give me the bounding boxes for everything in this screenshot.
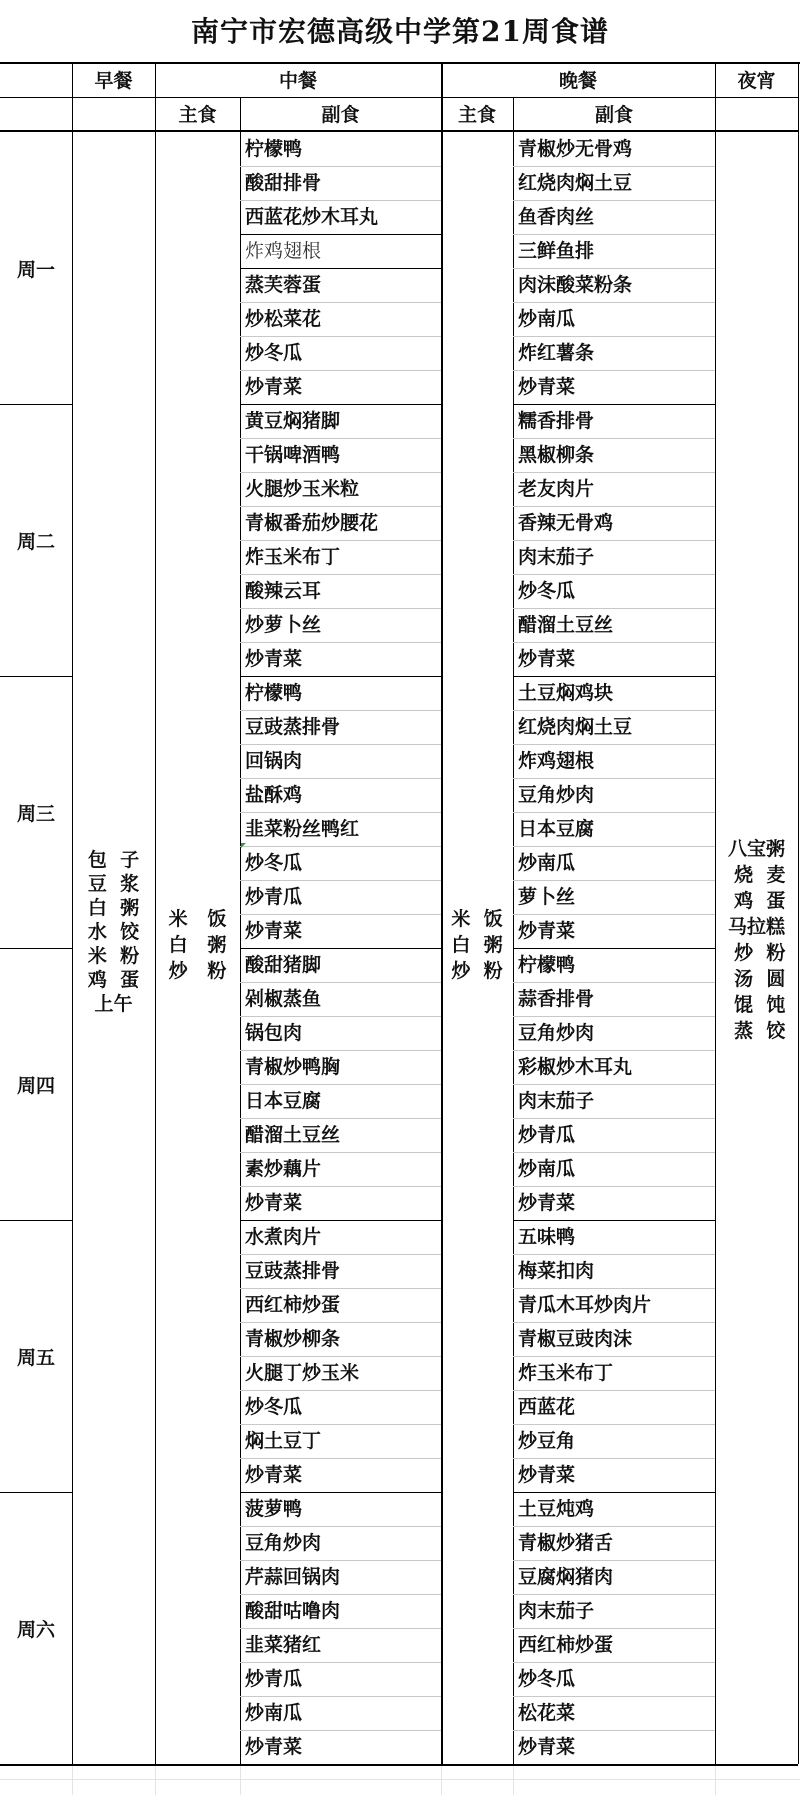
row-line bbox=[240, 982, 441, 983]
dinner-dish: 肉末茄子 bbox=[518, 1600, 595, 1622]
row-line bbox=[513, 880, 715, 881]
row-line bbox=[240, 1254, 441, 1255]
row-line bbox=[240, 1526, 441, 1527]
dinner-dish: 炸鸡翅根 bbox=[518, 750, 595, 772]
dinner-dish: 糯香排骨 bbox=[518, 410, 595, 432]
row-line bbox=[240, 744, 441, 745]
dinner-dish: 豆角炒肉 bbox=[518, 784, 595, 806]
cell-comment-marker bbox=[241, 843, 246, 848]
row-line bbox=[513, 710, 715, 711]
empty-grid-line bbox=[0, 1779, 800, 1780]
row-line bbox=[513, 1186, 715, 1187]
row-line bbox=[513, 982, 715, 983]
row-line bbox=[240, 234, 441, 235]
lunch-dish: 炸玉米布丁 bbox=[245, 546, 341, 568]
column-line-night bbox=[715, 62, 716, 1764]
lunch-dish: 锅包肉 bbox=[245, 1022, 303, 1044]
dinner-dish: 炒南瓜 bbox=[518, 852, 576, 874]
lunch-dish: 炒青菜 bbox=[245, 920, 303, 942]
lunch-dish: 韭菜粉丝鸭红 bbox=[245, 818, 360, 840]
lunch-dish: 豆豉蒸排骨 bbox=[245, 1260, 341, 1282]
dinner-dish: 香辣无骨鸡 bbox=[518, 512, 614, 534]
dinner-dish: 彩椒炒木耳丸 bbox=[518, 1056, 633, 1078]
lunch-dish: 炒冬瓜 bbox=[245, 1396, 303, 1418]
empty-grid-line bbox=[240, 1766, 241, 1795]
lunch-dish: 酸甜排骨 bbox=[245, 172, 322, 194]
dinner-dish: 梅菜扣肉 bbox=[518, 1260, 595, 1282]
lunch-staple-items: 米 饭 白 粥 炒 粉 bbox=[168, 908, 227, 982]
row-line bbox=[513, 914, 715, 915]
row-line bbox=[513, 1288, 715, 1289]
subheader-lunch-side: 副食 bbox=[321, 104, 360, 126]
row-line bbox=[240, 1016, 441, 1017]
dinner-dish: 蒜香排骨 bbox=[518, 988, 595, 1010]
row-line bbox=[240, 438, 441, 439]
dinner-dish: 青椒豆豉肉沫 bbox=[518, 1328, 633, 1350]
day-label: 周四 bbox=[16, 1074, 55, 1097]
header-night-snack: 夜宵 bbox=[737, 70, 776, 92]
row-line bbox=[240, 1594, 441, 1595]
empty-grid-line bbox=[513, 1766, 514, 1795]
lunch-dish: 日本豆腐 bbox=[245, 1090, 322, 1112]
header-dinner: 晚餐 bbox=[558, 70, 597, 92]
dinner-dish: 炒南瓜 bbox=[518, 1158, 576, 1180]
row-line bbox=[240, 370, 441, 371]
subheader-dinner-side: 副食 bbox=[594, 104, 633, 126]
lunch-dish: 剁椒蒸鱼 bbox=[245, 988, 322, 1010]
lunch-dish: 炒青瓜 bbox=[245, 886, 303, 908]
row-line bbox=[240, 1356, 441, 1357]
row-line bbox=[513, 1424, 715, 1425]
row-line bbox=[513, 438, 715, 439]
row-line bbox=[513, 268, 715, 269]
row-line bbox=[240, 1186, 441, 1187]
column-line-lunch bbox=[155, 62, 156, 1764]
row-line bbox=[240, 608, 441, 609]
row-line bbox=[513, 744, 715, 745]
lunch-dish: 醋溜土豆丝 bbox=[245, 1124, 341, 1146]
day-label: 周三 bbox=[16, 802, 55, 825]
lunch-dish: 炒青瓜 bbox=[245, 1668, 303, 1690]
row-line bbox=[513, 1662, 715, 1663]
dinner-dish: 炒青菜 bbox=[518, 920, 576, 942]
row-line bbox=[240, 540, 441, 541]
row-line bbox=[513, 1118, 715, 1119]
row-line bbox=[513, 778, 715, 779]
dinner-dish: 日本豆腐 bbox=[518, 818, 595, 840]
row-line bbox=[240, 1118, 441, 1119]
row-line bbox=[513, 812, 715, 813]
empty-grid-line bbox=[441, 1766, 442, 1795]
dinner-dish: 黑椒柳条 bbox=[518, 444, 595, 466]
day-label: 周五 bbox=[16, 1346, 55, 1369]
dinner-dish: 松花菜 bbox=[518, 1702, 576, 1724]
dinner-dish: 炒豆角 bbox=[518, 1430, 576, 1452]
column-line-right bbox=[798, 62, 799, 1764]
row-line bbox=[513, 642, 715, 643]
header-breakfast: 早餐 bbox=[94, 70, 133, 92]
row-line bbox=[240, 914, 441, 915]
lunch-dish: 炒冬瓜 bbox=[245, 852, 303, 874]
dinner-dish: 青瓜木耳炒肉片 bbox=[518, 1294, 652, 1316]
row-line bbox=[513, 370, 715, 371]
row-line bbox=[513, 1152, 715, 1153]
dinner-dish: 萝卜丝 bbox=[518, 886, 576, 908]
dinner-dish: 炸红薯条 bbox=[518, 342, 595, 364]
dinner-dish: 青椒炒无骨鸡 bbox=[518, 138, 633, 160]
table-bottom-line bbox=[0, 1764, 798, 1766]
breakfast-items: 包 子 豆 浆 白 粥 水 饺 米 粉 鸡 蛋 上午 bbox=[87, 849, 140, 1015]
lunch-dish: 豆豉蒸排骨 bbox=[245, 716, 341, 738]
dinner-dish: 炒青菜 bbox=[518, 1464, 576, 1486]
lunch-dish: 炒青菜 bbox=[245, 376, 303, 398]
row-line bbox=[240, 1662, 441, 1663]
row-line bbox=[513, 608, 715, 609]
column-line-dinner-side bbox=[513, 97, 514, 1764]
row-line bbox=[513, 1254, 715, 1255]
row-line bbox=[513, 506, 715, 507]
row-line bbox=[240, 1560, 441, 1561]
empty-grid-line bbox=[715, 1766, 716, 1795]
dinner-dish: 豆腐焖猪肉 bbox=[518, 1566, 614, 1588]
lunch-dish: 青椒番茄炒腰花 bbox=[245, 512, 379, 534]
night-snack-items: 八宝粥 烧 麦 鸡 蛋 马拉糕 炒 粉 汤 圆 馄 饨 蒸 饺 bbox=[727, 838, 786, 1042]
row-line bbox=[240, 1322, 441, 1323]
lunch-dish: 芹蒜回锅肉 bbox=[245, 1566, 341, 1588]
subheader-lunch-main: 主食 bbox=[178, 104, 217, 126]
row-line bbox=[513, 540, 715, 541]
lunch-dish: 酸甜猪脚 bbox=[245, 954, 322, 976]
dinner-dish: 西蓝花 bbox=[518, 1396, 576, 1418]
dinner-staple-items: 米 饭 白 粥 炒 粉 bbox=[451, 908, 503, 982]
lunch-dish: 西红柿炒蛋 bbox=[245, 1294, 341, 1316]
row-line bbox=[240, 812, 441, 813]
lunch-dish: 盐酥鸡 bbox=[245, 784, 303, 806]
lunch-dish: 青椒炒鸭胸 bbox=[245, 1056, 341, 1078]
lunch-dish: 炒冬瓜 bbox=[245, 342, 303, 364]
row-line bbox=[513, 234, 715, 235]
row-line bbox=[240, 268, 441, 269]
row-line bbox=[240, 642, 441, 643]
row-line bbox=[513, 1730, 715, 1731]
dinner-dish: 炒青瓜 bbox=[518, 1124, 576, 1146]
column-line-breakfast bbox=[72, 62, 73, 1764]
lunch-dish: 炸鸡翅根 bbox=[245, 240, 322, 262]
dinner-dish: 红烧肉焖土豆 bbox=[518, 716, 633, 738]
lunch-dish: 炒青菜 bbox=[245, 1736, 303, 1758]
row-line bbox=[240, 1730, 441, 1731]
row-line bbox=[240, 1050, 441, 1051]
row-line bbox=[240, 1696, 441, 1697]
lunch-dish: 韭菜猪红 bbox=[245, 1634, 322, 1656]
row-line bbox=[513, 1390, 715, 1391]
day-label: 周一 bbox=[16, 258, 55, 281]
row-line bbox=[240, 1390, 441, 1391]
dinner-dish: 老友肉片 bbox=[518, 478, 595, 500]
lunch-dish: 炒松菜花 bbox=[245, 308, 322, 330]
row-line bbox=[513, 1016, 715, 1017]
dinner-dish: 炸玉米布丁 bbox=[518, 1362, 614, 1384]
dinner-dish: 炒青菜 bbox=[518, 1736, 576, 1758]
row-line bbox=[240, 1424, 441, 1425]
dinner-dish: 肉沫酸菜粉条 bbox=[518, 274, 633, 296]
lunch-dish: 炒萝卜丝 bbox=[245, 614, 322, 636]
lunch-dish: 蒸芙蓉蛋 bbox=[245, 274, 322, 296]
row-line bbox=[240, 574, 441, 575]
row-line bbox=[513, 302, 715, 303]
dinner-dish: 豆角炒肉 bbox=[518, 1022, 595, 1044]
row-line bbox=[240, 302, 441, 303]
dinner-dish: 炒青菜 bbox=[518, 648, 576, 670]
lunch-dish: 干锅啤酒鸭 bbox=[245, 444, 341, 466]
dinner-dish: 青椒炒猪舌 bbox=[518, 1532, 614, 1554]
lunch-dish: 火腿丁炒玉米 bbox=[245, 1362, 360, 1384]
row-line bbox=[513, 166, 715, 167]
row-line bbox=[513, 846, 715, 847]
dinner-dish: 土豆炖鸡 bbox=[518, 1498, 595, 1520]
row-line bbox=[240, 846, 441, 847]
row-line bbox=[240, 1152, 441, 1153]
dinner-dish: 土豆焖鸡块 bbox=[518, 682, 614, 704]
header-lunch: 中餐 bbox=[278, 70, 317, 92]
lunch-dish: 青椒炒柳条 bbox=[245, 1328, 341, 1350]
row-line bbox=[513, 200, 715, 201]
dinner-dish: 炒青菜 bbox=[518, 376, 576, 398]
row-line bbox=[513, 1526, 715, 1527]
row-line bbox=[513, 1628, 715, 1629]
lunch-dish: 素炒藕片 bbox=[245, 1158, 322, 1180]
day-label: 周六 bbox=[16, 1618, 55, 1641]
row-line bbox=[240, 506, 441, 507]
dinner-dish: 柠檬鸭 bbox=[518, 954, 576, 976]
row-line bbox=[513, 1594, 715, 1595]
page-title: 南宁市宏德高级中学第21周食谱 bbox=[191, 15, 609, 48]
dinner-dish: 肉末茄子 bbox=[518, 1090, 595, 1112]
row-line bbox=[513, 336, 715, 337]
row-line bbox=[240, 166, 441, 167]
row-line bbox=[240, 472, 441, 473]
row-line bbox=[240, 710, 441, 711]
row-line bbox=[513, 1322, 715, 1323]
dinner-dish: 炒青菜 bbox=[518, 1192, 576, 1214]
row-line bbox=[513, 574, 715, 575]
row-line bbox=[513, 472, 715, 473]
row-line bbox=[513, 1356, 715, 1357]
empty-grid-line bbox=[155, 1766, 156, 1795]
lunch-dish: 西蓝花炒木耳丸 bbox=[245, 206, 379, 228]
dinner-dish: 肉末茄子 bbox=[518, 546, 595, 568]
row-line bbox=[240, 1628, 441, 1629]
row-line bbox=[513, 1458, 715, 1459]
row-line bbox=[240, 200, 441, 201]
lunch-dish: 炒南瓜 bbox=[245, 1702, 303, 1724]
lunch-dish: 柠檬鸭 bbox=[245, 682, 303, 704]
lunch-dish: 水煮肉片 bbox=[245, 1226, 322, 1248]
dinner-dish: 醋溜土豆丝 bbox=[518, 614, 614, 636]
row-line bbox=[240, 880, 441, 881]
lunch-dish: 柠檬鸭 bbox=[245, 138, 303, 160]
column-line-dinner bbox=[441, 62, 443, 1764]
lunch-dish: 火腿炒玉米粒 bbox=[245, 478, 360, 500]
dinner-dish: 五味鸭 bbox=[518, 1226, 576, 1248]
row-line bbox=[240, 1288, 441, 1289]
lunch-dish: 炒青菜 bbox=[245, 1464, 303, 1486]
lunch-dish: 炒青菜 bbox=[245, 648, 303, 670]
empty-grid-line bbox=[72, 1766, 73, 1795]
lunch-dish: 黄豆焖猪脚 bbox=[245, 410, 341, 432]
lunch-dish: 焖土豆丁 bbox=[245, 1430, 322, 1452]
row-line bbox=[240, 778, 441, 779]
row-line bbox=[240, 1458, 441, 1459]
lunch-dish: 酸辣云耳 bbox=[245, 580, 322, 602]
dinner-dish: 炒冬瓜 bbox=[518, 580, 576, 602]
dinner-dish: 红烧肉焖土豆 bbox=[518, 172, 633, 194]
column-line-lunch-side bbox=[240, 97, 241, 1764]
dinner-dish: 炒冬瓜 bbox=[518, 1668, 576, 1690]
row-line bbox=[513, 1696, 715, 1697]
subheader-dinner-main: 主食 bbox=[457, 104, 496, 126]
row-line bbox=[513, 1050, 715, 1051]
dinner-dish: 三鲜鱼排 bbox=[518, 240, 595, 262]
row-line bbox=[240, 1084, 441, 1085]
dinner-dish: 鱼香肉丝 bbox=[518, 206, 595, 228]
lunch-dish: 酸甜咕噜肉 bbox=[245, 1600, 341, 1622]
row-line bbox=[513, 1084, 715, 1085]
day-label: 周二 bbox=[16, 530, 55, 553]
lunch-dish: 炒青菜 bbox=[245, 1192, 303, 1214]
row-line bbox=[240, 336, 441, 337]
lunch-dish: 菠萝鸭 bbox=[245, 1498, 303, 1520]
lunch-dish: 回锅肉 bbox=[245, 750, 303, 772]
dinner-dish: 西红柿炒蛋 bbox=[518, 1634, 614, 1656]
dinner-dish: 炒南瓜 bbox=[518, 308, 576, 330]
lunch-dish: 豆角炒肉 bbox=[245, 1532, 322, 1554]
row-line bbox=[513, 1560, 715, 1561]
